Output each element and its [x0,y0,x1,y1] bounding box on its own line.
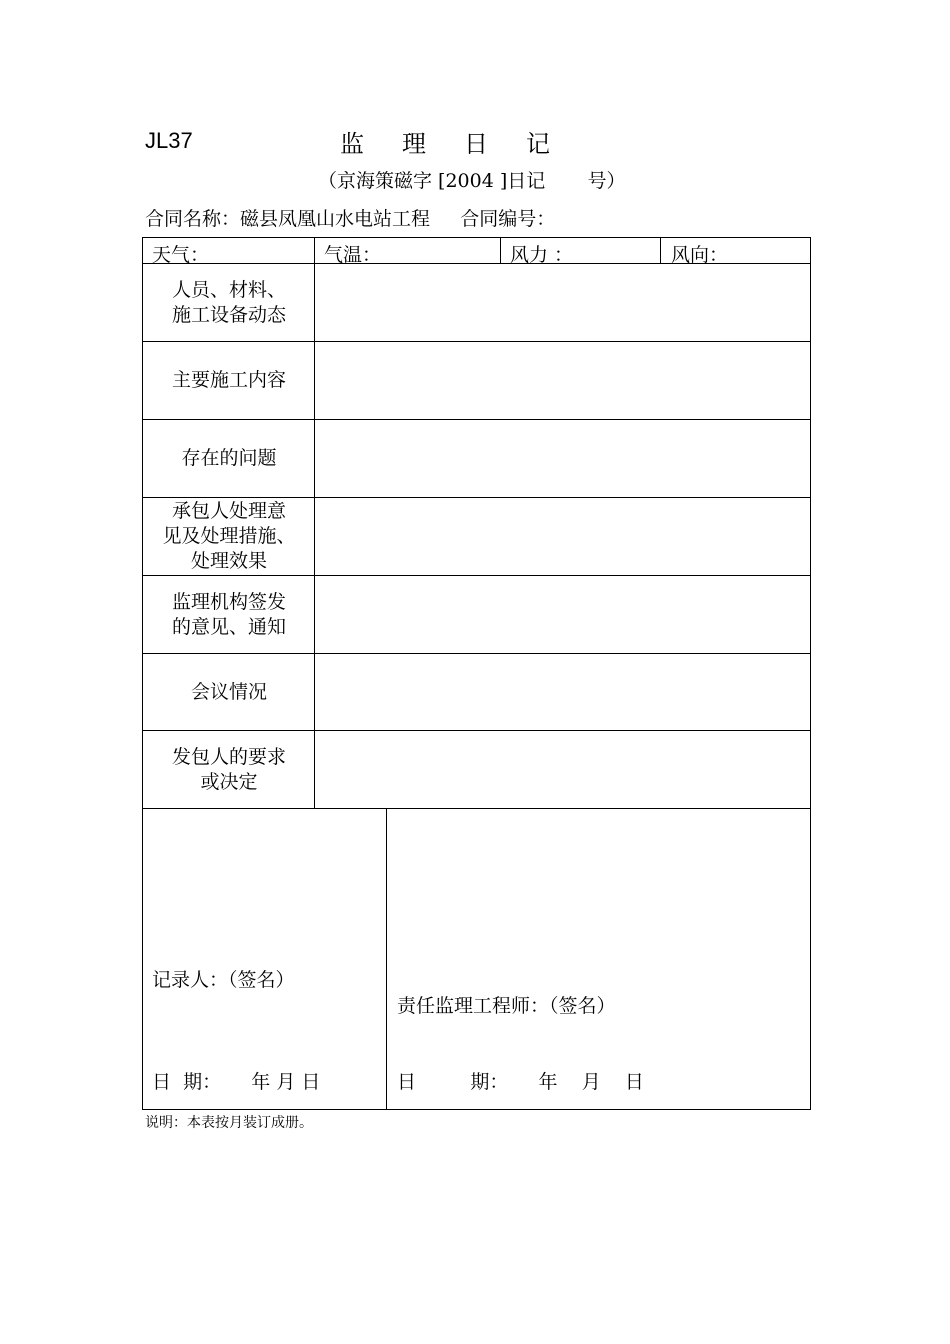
table-border-left [142,237,143,1110]
label-line: 承包人处理意 [171,500,286,522]
row-label-personnel [144,264,314,341]
wind-force-field[interactable]: 风力 ： [510,244,574,266]
engineer-date[interactable]: 日 期： 年 月 日 [397,1071,644,1093]
weather-field[interactable]: 天气： [152,244,210,266]
content-cell-personnel[interactable] [316,265,808,340]
label-line: 人员、材料、 [171,278,286,301]
content-cell-contractor-handling[interactable] [316,499,808,574]
content-cell-meetings[interactable] [316,655,808,729]
row-label-supervision-notices [144,576,314,653]
weather-col-2 [500,237,501,264]
table-border-top [142,237,811,238]
table-border-bottom [142,1109,811,1110]
weather-col-1 [314,237,315,264]
label-line: 会议情况 [190,680,267,703]
content-cell-supervision-notices[interactable] [316,577,808,652]
content-cell-employer-requirements[interactable] [316,732,808,807]
row-label-main-work [144,342,314,419]
label-line: 监理机构签发 [171,590,286,613]
content-cell-main-work[interactable] [316,343,808,418]
signature-divider [386,808,387,1110]
weather-col-3 [660,237,661,264]
label-line: 或决定 [200,770,258,793]
label-line: 处理效果 [190,550,267,572]
label-line: 施工设备动态 [171,303,286,326]
document-number-line: （京海策磁字 [2004 ]日记 号） [318,170,626,192]
row-label-issues [144,420,314,497]
document-title: 监理日记 [340,130,588,158]
label-column-divider [314,263,315,809]
footnote: 说明：本表按月装订成册。 [145,1115,313,1131]
temperature-field[interactable]: 气温： [324,244,382,266]
contract-info-line: 合同名称：磁县凤凰山水电站工程 合同编号： [145,208,556,230]
row-label-employer-requirements [144,731,314,808]
label-line: 见及处理措施、 [162,525,296,547]
row-label-contractor-handling [144,498,314,575]
form-code: JL37 [145,128,193,153]
row-divider [142,808,811,809]
label-line: 存在的问题 [181,447,277,469]
recorder-signature[interactable]: 记录人：（签名） [152,969,295,991]
label-line: 主要施工内容 [171,369,286,391]
wind-direction-field[interactable]: 风向： [671,244,729,266]
content-cell-issues[interactable] [316,421,808,496]
recorder-date[interactable]: 日 期： 年 月 日 [152,1071,321,1093]
row-label-meetings [144,654,314,730]
engineer-signature[interactable]: 责任监理工程师：（签名） [397,995,616,1017]
label-line: 发包人的要求 [171,745,286,768]
label-line: 的意见、通知 [171,615,286,638]
table-border-right [810,237,811,1110]
